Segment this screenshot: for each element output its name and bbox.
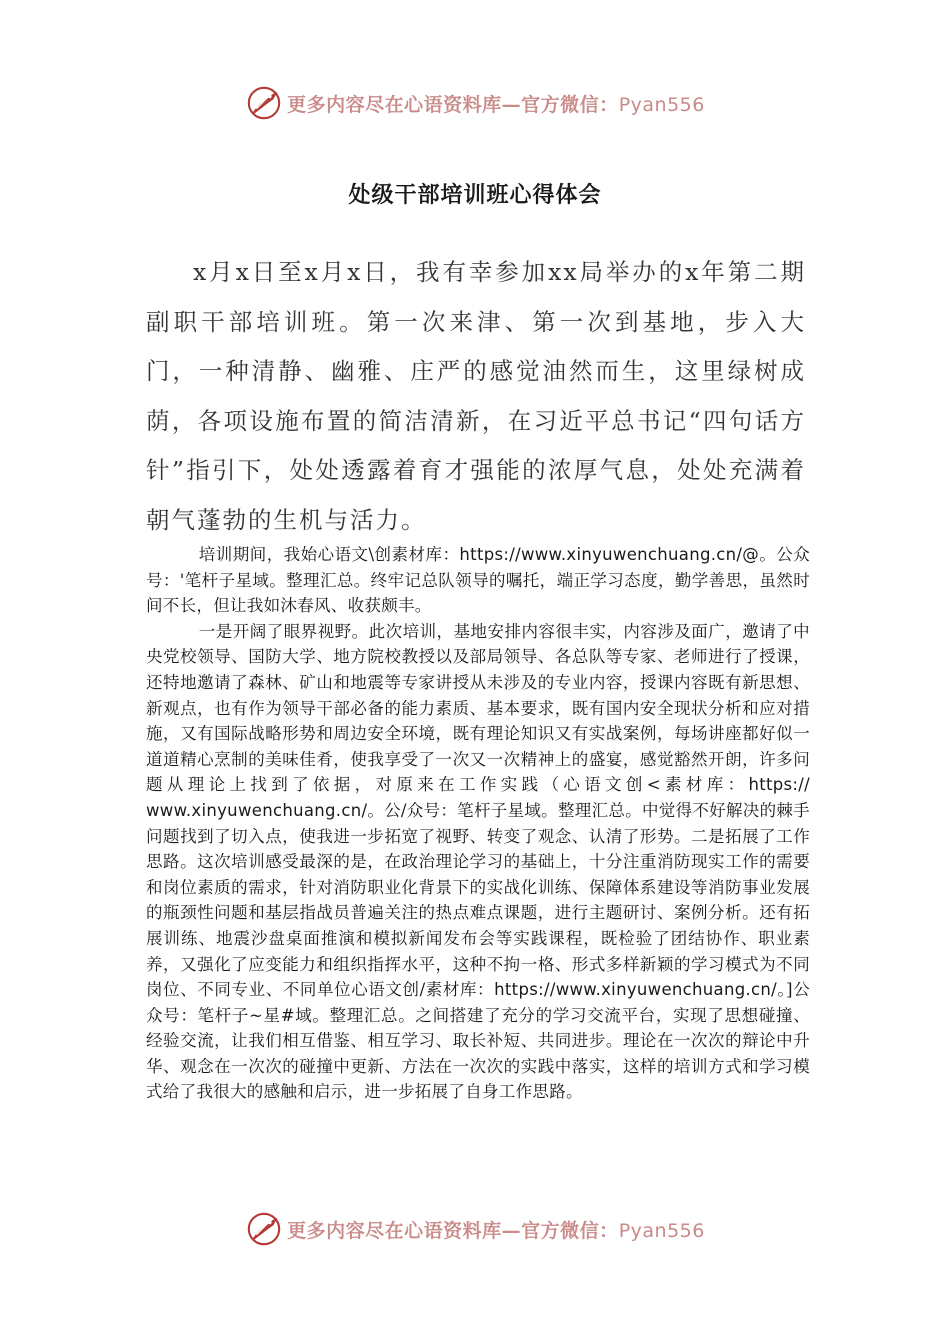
url-link[interactable]: https:// www.xinyuwenchuang.cn/: [146, 775, 810, 820]
paragraph: 培训期间，我始心语文\创素材库：https://www.xinyuwenchuang.cn/@。公众号：'笔杆子星域。整理汇总。终牢记总队领导的嘱托，端正学习态度，勤学善思，虽然时间不长，但让我如沐春风、收获颇丰。: [146, 545, 810, 616]
banner-text: 更多内容尽在心语资料库—官方微信：Pyan556: [287, 1219, 705, 1242]
banner-text: 更多内容尽在心语资料库—官方微信：Pyan556: [287, 93, 705, 116]
pen-nib-logo-icon: [245, 1210, 283, 1248]
intro-paragraph: x月x日至x月x日，我有幸参加xx局举办的x年第二期副职干部培训班。第一次来津、第一次到基地，步入大门，一种清静、幽雅、庄严的感觉油然而生，这里绿树成荫，各项设施布置的简洁清新，在习近平总书记“四句话方针”指引下，处处透露着育才强能的浓厚气息，处处充满着朝气蓬勃的生机与活力。: [146, 258, 806, 534]
paragraph: 一是开阔了眼界视野。此次培训，基地安排内容很丰实，内容涉及面广，邀请了中央党校领导、国防大学、地方院校教授以及部局领导、各总队等专家、老师进行了授课，还特地邀请了森林、矿山和地震等专家讲授从未涉及的专业内容，授课内容既有新思想、新观点，也有作为领导干部必备的能力素质、基本要求，既有国内安全现状分析和应对措施，又有国际战略形势和周边安全环境，既有理论知识又有实战案例，每场讲座都好似一道道精心烹制的美味佳肴，使我享受了一次又一次精神上的盛宴，感觉豁然开朗，许多问题从理论上找到了依据，对原来在工作实践（心语文创<素材库：https:// www.xinyuwenchuang.cn/。公/众号：笔杆子星域。整理汇总。中觉得不好解决的棘手问题找到了切入点，使我进一步拓宽了视野、转变了观念、认清了形势。二是拓展了工作思路。这次培训感受最深的是，在政治理论学习的基础上，十分注重消防现实工作的需要和岗位素质的需求，针对消防职业化背景下的实战化训练、保障体系建设等消防事业发展的瓶颈性问题和基层指战员普遍关注的热点难点课题，进行主题研讨、案例分析。还有拓展训练、地震沙盘桌面推演和模拟新闻发布会等实践课程，既检验了团结协作、职业素养，又强化了应变能力和组织指挥水平，这种不拘一格、形式多样新颖的学习模式为不同岗位、不同专业、不同单位心语文创/素材库：https://www.xinyuwenchuang.cn/。]公众号：笔杆子~星#域。整理汇总。之间搭建了充分的学习交流平台，实现了思想碰撞、经验交流，让我们相互借鉴、相互学习、取长补短、共同进步。理论在一次次的辩论中升华、观念在一次次的碰撞中更新、方法在一次次的实践中落实，这样的培训方式和学习模式给了我很大的感触和启示，进一步拓展了自身工作思路。: [146, 621, 811, 1102]
url-link[interactable]: https://www.xinyuwenchuang.cn/: [494, 980, 778, 1000]
document-title: 处级干部培训班心得体会: [348, 182, 602, 208]
body-text: [146, 542, 810, 1105]
header-banner: [0, 80, 950, 126]
url-link[interactable]: https://www.xinyuwenchuang.cn/@: [459, 545, 760, 564]
footer-banner: [0, 1206, 950, 1252]
pen-nib-logo-icon: [245, 84, 283, 122]
